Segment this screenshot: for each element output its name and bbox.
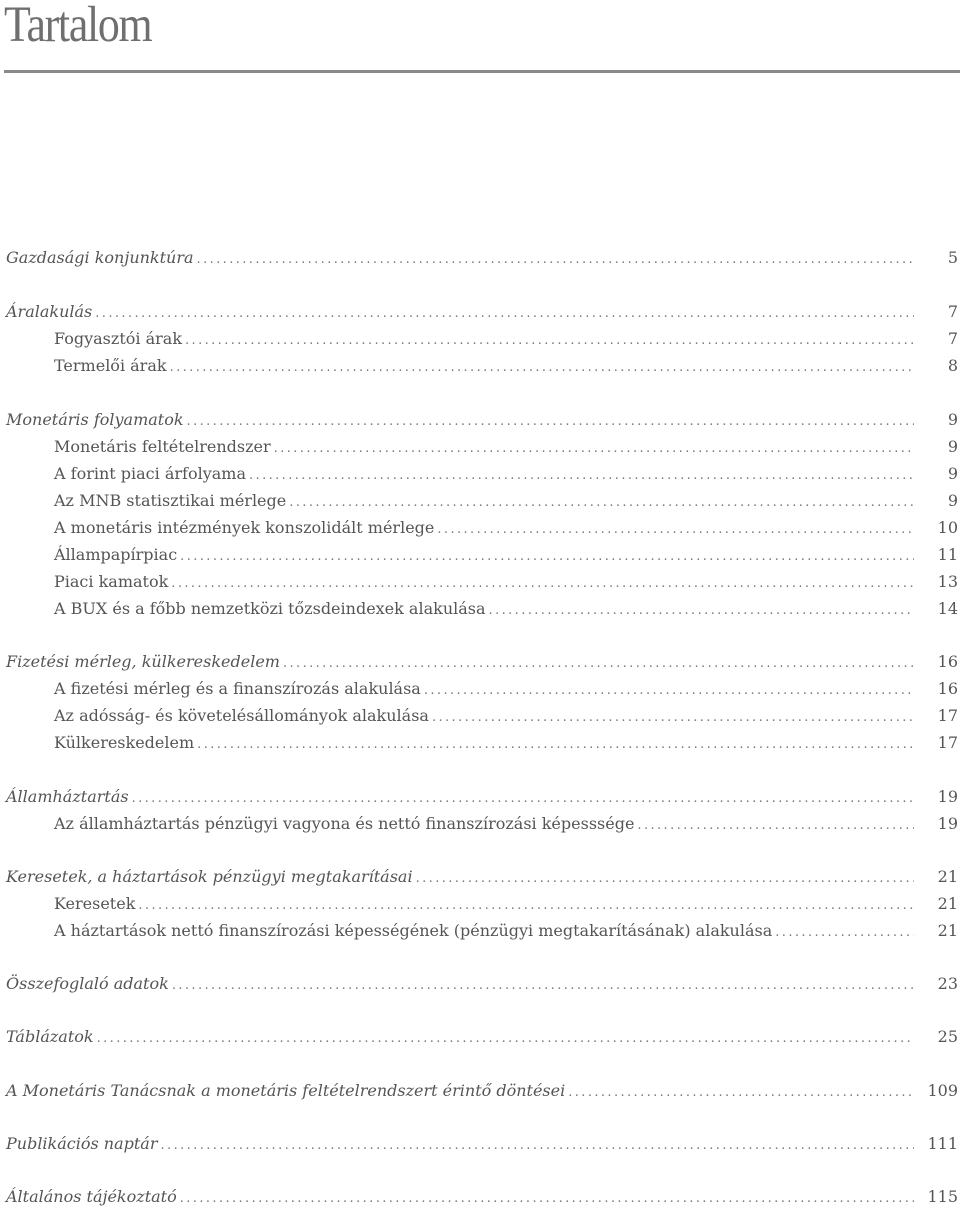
leader-dots (138, 894, 914, 918)
toc-subentry-haztartasok[interactable] (54, 919, 914, 943)
toc-subentry-forint-arfolyam[interactable] (54, 462, 914, 486)
page-title: Tartalom (4, 0, 152, 53)
toc-subentry-allampapirpiac[interactable] (54, 543, 914, 567)
toc-page-number: 25 (937, 1027, 958, 1046)
toc-entry-label: A BUX és a főbb nemzetközi tőzsdeindexek alakulása (54, 599, 486, 618)
toc-entry-gazdasagi-konjunktura[interactable] (6, 246, 914, 270)
toc-entry-label: Termelői árak (54, 356, 167, 375)
toc-page-number: 115 (927, 1187, 958, 1206)
leader-dots (424, 679, 914, 703)
toc-entry-label: Összefoglaló adatok (6, 974, 169, 993)
toc-page-number: 21 (937, 894, 958, 913)
toc-page-number: 9 (947, 464, 958, 483)
toc-page-number: 5 (947, 248, 958, 267)
toc-page-number: 16 (937, 652, 958, 671)
leader-dots (249, 464, 914, 488)
toc-page-number: 16 (937, 679, 958, 698)
leader-dots (161, 1134, 915, 1158)
leader-dots (775, 921, 914, 945)
toc-page-number: 11 (937, 545, 958, 564)
toc-page-number: 14 (937, 599, 958, 618)
toc-page-number: 19 (937, 787, 958, 806)
toc-entry-label: Táblázatok (6, 1027, 94, 1046)
toc-entry-label: Monetáris feltételrendszer (54, 437, 271, 456)
toc-entry-label: Keresetek (54, 894, 136, 913)
toc-page-number: 21 (937, 921, 958, 940)
toc-subentry-mnb-merleg[interactable] (54, 489, 914, 513)
toc-entry-label: Gazdasági konjunktúra (6, 248, 194, 267)
toc-subentry-kulkereskedelem[interactable] (54, 731, 914, 755)
toc-entry-label: Fizetési mérleg, külkereskedelem (6, 652, 280, 671)
leader-dots (97, 1027, 914, 1051)
toc-page-number: 23 (937, 974, 958, 993)
toc-subentry-piaci-kamatok[interactable] (54, 570, 914, 594)
toc-entry-label: Államháztartás (6, 787, 129, 806)
leader-dots (132, 787, 914, 811)
toc-entry-monetaris-tanacs[interactable] (6, 1079, 914, 1103)
toc-page-number: 17 (937, 733, 958, 752)
toc-entry-label: Állampapírpiac (54, 545, 178, 564)
toc-page-number: 7 (947, 329, 958, 348)
leader-dots (437, 518, 914, 542)
toc-page-number: 9 (947, 437, 958, 456)
leader-dots (283, 652, 914, 676)
toc-entry-altalanos-tajekoztato[interactable] (6, 1185, 914, 1209)
leader-dots (172, 974, 914, 998)
toc-entry-monetaris-folyamatok[interactable] (6, 408, 914, 432)
leader-dots (197, 248, 914, 272)
toc-entry-label: Monetáris folyamatok (6, 410, 184, 429)
toc-page-number: 19 (937, 814, 958, 833)
toc-subentry-keresetek[interactable] (54, 892, 914, 916)
leader-dots (432, 706, 914, 730)
toc-entry-label: A Monetáris Tanácsnak a monetáris feltételrendszert érintő döntései (6, 1081, 566, 1100)
leader-dots (185, 329, 914, 353)
leader-dots (637, 814, 914, 838)
toc-subentry-adossag[interactable] (54, 704, 914, 728)
toc-subentry-monetaris-feltetelrendszer[interactable] (54, 435, 914, 459)
leader-dots (197, 733, 914, 757)
toc-page-number: 9 (947, 410, 958, 429)
toc-subentry-termeloi-arak[interactable] (54, 354, 914, 378)
leader-dots (95, 302, 914, 326)
toc-entry-label: A fizetési mérleg és a finanszírozás alakulása (54, 679, 421, 698)
toc-entry-label: A háztartások nettó finanszírozási képességének (pénzügyi megtakarításának) alakulása (54, 921, 773, 940)
toc-page-number: 109 (927, 1081, 958, 1100)
leader-dots (171, 572, 914, 596)
toc-subentry-allamhaztartas-vagyon[interactable] (54, 812, 914, 836)
toc-entry-label: Az adósság- és követelésállományok alakulása (54, 706, 429, 725)
toc-entry-label: Általános tájékoztató (6, 1187, 177, 1206)
leader-dots (180, 545, 914, 569)
toc-page-number: 9 (947, 491, 958, 510)
toc-entry-publikacios-naptar[interactable] (6, 1132, 914, 1156)
toc-page-number: 7 (947, 302, 958, 321)
toc-entry-label: Fogyasztói árak (54, 329, 183, 348)
toc-entry-label: Publikációs naptár (6, 1134, 158, 1153)
toc-subentry-bux[interactable] (54, 597, 914, 621)
toc-entry-label: Az államháztartás pénzügyi vagyona és nettó finanszírozási képesssége (54, 814, 635, 833)
leader-dots (568, 1081, 914, 1105)
toc-page-number: 8 (947, 356, 958, 375)
toc-page-number: 13 (937, 572, 958, 591)
toc-entry-osszefoglalo-adatok[interactable] (6, 972, 914, 996)
toc-page-number: 17 (937, 706, 958, 725)
toc-entry-aralakulas[interactable] (6, 300, 914, 324)
toc-subentry-fogyasztoi-arak[interactable] (54, 327, 914, 351)
leader-dots (170, 356, 914, 380)
toc-entry-label: A forint piaci árfolyama (54, 464, 246, 483)
toc-subentry-fizetesi-merleg-finanszirozas[interactable] (54, 677, 914, 701)
toc-entry-label: Piaci kamatok (54, 572, 169, 591)
toc-entry-label: A monetáris intézmények konszolidált mérlege (54, 518, 435, 537)
toc-entry-keresetek-megtakaritasok[interactable] (6, 865, 914, 889)
leader-dots (187, 410, 914, 434)
toc-page-number: 111 (927, 1134, 958, 1153)
toc-entry-fizetesi-merleg[interactable] (6, 650, 914, 674)
toc-entry-allamhaztartas[interactable] (6, 785, 914, 809)
leader-dots (489, 599, 914, 623)
leader-dots (289, 491, 914, 515)
toc-entry-label: Az MNB statisztikai mérlege (54, 491, 287, 510)
leader-dots (416, 867, 914, 891)
toc-entry-label: Külkereskedelem (54, 733, 195, 752)
toc-page-number: 10 (937, 518, 958, 537)
leader-dots (274, 437, 914, 461)
toc-entry-label: Áralakulás (6, 302, 93, 321)
toc-entry-tablazatok[interactable] (6, 1025, 914, 1049)
toc-subentry-konszolidalt-merleg[interactable] (54, 516, 914, 540)
toc-page-number: 21 (937, 867, 958, 886)
toc-entry-label: Keresetek, a háztartások pénzügyi megtakarításai (6, 867, 413, 886)
leader-dots (180, 1187, 914, 1211)
